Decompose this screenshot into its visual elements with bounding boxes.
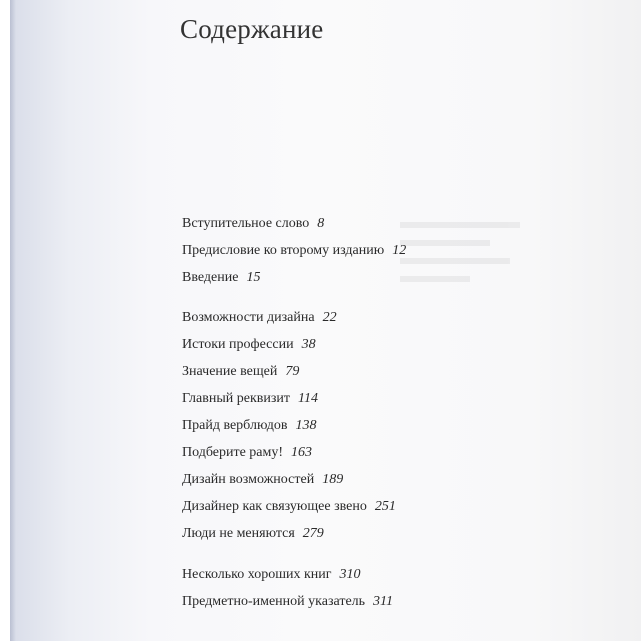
toc-entry-label: Вступительное слово: [182, 216, 310, 231]
toc-entry[interactable]: [182, 210, 406, 237]
toc-entry-label: Истоки профессии: [182, 337, 294, 352]
toc-entry-label: Несколько хороших книг: [182, 567, 332, 582]
toc-entry[interactable]: [182, 412, 396, 439]
toc-entry[interactable]: [182, 493, 396, 520]
toc-entry-page: 138: [295, 418, 317, 433]
toc-entry-page: 114: [298, 391, 318, 406]
toc-entry[interactable]: [182, 439, 396, 466]
toc-entry-page: 79: [285, 364, 300, 379]
toc-entry-page: 38: [301, 337, 316, 352]
toc-entry-label: Люди не меняются: [182, 526, 295, 541]
toc-entry-page: 15: [246, 270, 261, 285]
toc-entry-label: Подберите раму!: [182, 445, 284, 460]
toc-entry[interactable]: [182, 304, 396, 331]
toc-entry[interactable]: [182, 561, 393, 588]
toc-entry-label: Главный реквизит: [182, 391, 291, 406]
toc-entry[interactable]: [182, 588, 393, 615]
toc-entry-page: 310: [339, 567, 361, 582]
toc-entry-label: Значение вещей: [182, 364, 278, 379]
toc-entry-page: 22: [322, 310, 337, 325]
page-edge-shadow: [10, 0, 16, 641]
toc-entry-label: Прайд верблюдов: [182, 418, 288, 433]
page-title: Содержание: [180, 14, 324, 44]
toc-entry-page: 8: [317, 216, 325, 231]
toc-entry-label: Предисловие ко второму изданию: [182, 243, 385, 258]
bleed-through-text: [400, 210, 530, 330]
toc-entry[interactable]: [182, 331, 396, 358]
toc-group-front: [182, 210, 406, 291]
toc-entry-label: Возможности дизайна: [182, 310, 315, 325]
toc-entry-label: Введение: [182, 270, 239, 285]
toc-entry[interactable]: [182, 466, 396, 493]
toc-entry[interactable]: [182, 385, 396, 412]
toc-entry-label: Дизайн возможностей: [182, 472, 315, 487]
toc-entry-label: Дизайнер как связующее звено: [182, 499, 367, 514]
toc-entry-page: 12: [392, 243, 407, 258]
toc-group-chapters: [182, 304, 396, 547]
toc-entry-page: 163: [291, 445, 313, 460]
toc-entry[interactable]: [182, 264, 406, 291]
toc-group-back: [182, 561, 393, 615]
toc-entry[interactable]: [182, 358, 396, 385]
toc-entry-page: 279: [302, 526, 324, 541]
toc-entry[interactable]: [182, 237, 406, 264]
toc-entry[interactable]: [182, 520, 396, 547]
toc-entry-page: 189: [322, 472, 344, 487]
toc-entry-page: 251: [374, 499, 396, 514]
toc-entry-label: Предметно-именной указатель: [182, 594, 366, 609]
toc-entry-page: 311: [373, 594, 394, 609]
